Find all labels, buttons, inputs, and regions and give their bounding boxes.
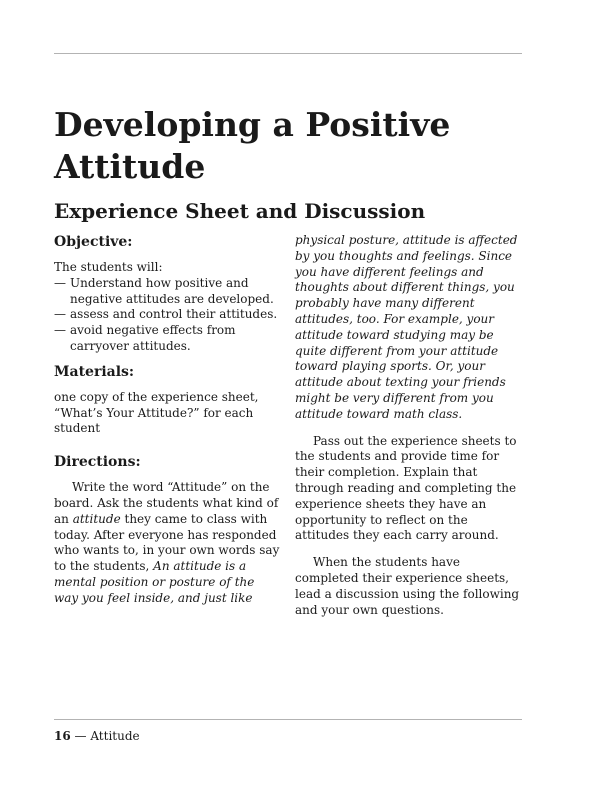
- directions-paragraph-2: Pass out the experience sheets to the students and provide time for their completion. Explain that through reading and completing the experience sheets they have an opportunity to reflect on the attitudes they each carry around.: [295, 433, 517, 543]
- attitude-emphasis: attitude: [72, 511, 121, 526]
- materials-text: one copy of the experience sheet, “What’s Your Attitude?” for each student: [54, 389, 259, 436]
- left-column: [54, 233, 280, 607]
- page-footer: [54, 729, 140, 744]
- directions-paragraph-3: When the students have completed their experience sheets, lead a discussion using the following and your own questions.: [295, 555, 520, 617]
- page-title: Developing a Positive Attitude: [54, 105, 451, 186]
- directions-heading: Directions:: [54, 454, 141, 471]
- footer-section: Attitude: [90, 729, 140, 743]
- page-subtitle: Experience Sheet and Discussion: [54, 199, 426, 223]
- attitude-definition-quote: An attitude is a mental position or posture of the way you feel inside, and just like: [54, 559, 255, 605]
- footer-separator: —: [70, 729, 91, 743]
- directions-text: they came to class with today. After everyone has responded who wants to, in your own words say to the students,: [54, 511, 280, 574]
- objective-item: — Understand how positive and negative attitudes are developed.: [54, 276, 280, 308]
- directions-text: Write the word “Attitude” on the board. Ask the students what kind of an: [54, 480, 279, 526]
- objective-heading: Objective:: [54, 234, 133, 250]
- page-number: 16: [54, 729, 71, 743]
- objective-intro: The students will:: [54, 260, 163, 274]
- objective-item: — assess and control their attitudes.: [54, 307, 280, 323]
- directions-paragraph-1: [54, 480, 280, 606]
- objective-list: [54, 276, 280, 355]
- materials-heading: Materials:: [54, 363, 135, 380]
- header-rule: [54, 53, 522, 54]
- right-column: [295, 233, 521, 618]
- footer-rule: [54, 719, 522, 720]
- directions-paragraph-1-continued: physical posture, attitude is affected by you thoughts and feelings. Since you have different feelings and thoughts about different things, you probably have many different attitudes, too. For example, your attitude toward studying may be quite different from your attitude toward playing sports. Or, your attitude about texting your friends might be very different from you attitude toward math class.: [295, 233, 518, 421]
- objective-item: — avoid negative effects from carryover attitudes.: [54, 323, 280, 355]
